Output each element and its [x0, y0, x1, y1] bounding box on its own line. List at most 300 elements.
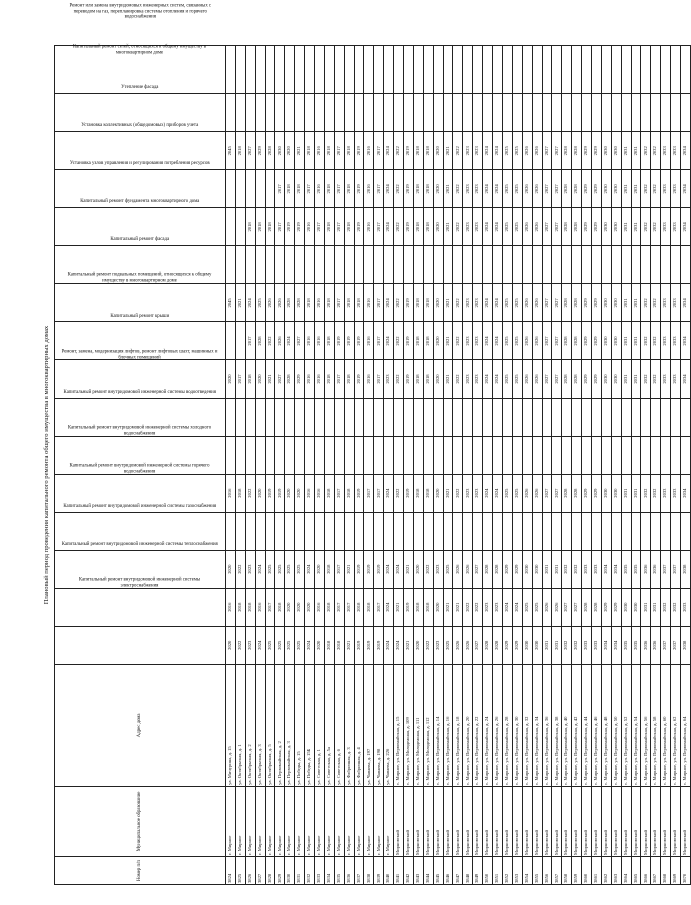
row-year-cell	[226, 94, 236, 132]
row-year-cell: 2031	[542, 626, 552, 664]
row-year-cell	[364, 436, 374, 474]
row-year-cell: 2028	[582, 588, 592, 626]
row-year-cell: 2026	[532, 322, 542, 360]
row-year-cell	[295, 246, 305, 284]
row-year-cell	[591, 94, 601, 132]
row-year-cell: 2029	[582, 322, 592, 360]
row-year-cell	[512, 46, 522, 94]
row-year-cell: 2023	[245, 626, 255, 664]
row-year-cell	[641, 46, 651, 94]
row-municipality: г. Мирное	[364, 786, 374, 856]
row-year-cell	[334, 398, 344, 436]
row-municipality: г. Мирное	[285, 786, 295, 856]
row-year-cell: 2029	[512, 550, 522, 588]
row-number: 3867	[651, 856, 661, 884]
row-year-cell	[532, 94, 542, 132]
row-year-cell: 2030	[601, 474, 611, 512]
header-col-16: Ремонт или замена внутридомовых инженерных систем, связанных с переводом на газ, перепланировка системы отопления и горячего водоснабжения	[55, 46, 226, 94]
row-year-cell: 2045	[226, 284, 236, 322]
row-year-cell: 2029	[582, 474, 592, 512]
row-year-cell	[493, 512, 503, 550]
row-year-cell	[226, 322, 236, 360]
row-year-cell	[433, 398, 443, 436]
row-year-cell	[562, 398, 572, 436]
row-year-cell	[522, 46, 532, 94]
row-municipality: Мирновский	[582, 786, 592, 856]
row-year-cell: 2021	[443, 588, 453, 626]
row-municipality: г. Мирное	[235, 786, 245, 856]
row-year-cell	[295, 94, 305, 132]
row-year-cell: 2029	[591, 132, 601, 170]
row-year-cell: 2030	[275, 132, 285, 170]
row-year-cell	[532, 512, 542, 550]
row-year-cell: 2031	[621, 170, 631, 208]
row-year-cell: 2023	[473, 322, 483, 360]
row-number: 3862	[601, 856, 611, 884]
row-year-cell: 2028	[572, 360, 582, 398]
row-year-cell: 2020	[433, 474, 443, 512]
row-year-cell: 2029	[591, 208, 601, 246]
row-year-cell	[423, 436, 433, 474]
row-year-cell: 2017	[374, 474, 384, 512]
row-year-cell	[463, 398, 473, 436]
row-year-cell: 2030	[621, 588, 631, 626]
row-address: ул. Первомайская, д. 2	[275, 664, 285, 786]
row-year-cell: 2018	[413, 132, 423, 170]
row-year-cell	[226, 436, 236, 474]
row-year-cell: 2032	[671, 588, 681, 626]
row-year-cell	[433, 246, 443, 284]
row-number: 3841	[394, 856, 404, 884]
row-year-cell: 2033	[582, 550, 592, 588]
row-year-cell: 2022	[394, 170, 404, 208]
row-year-cell	[651, 94, 661, 132]
row-year-cell	[453, 436, 463, 474]
row-year-cell	[493, 246, 503, 284]
row-year-cell	[295, 436, 305, 474]
row-municipality: г. Мирное	[324, 786, 334, 856]
row-year-cell: 2020	[433, 132, 443, 170]
table-row	[621, 46, 631, 885]
row-year-cell: 2016	[305, 322, 315, 360]
row-year-cell: 2024	[493, 170, 503, 208]
row-year-cell: 2020	[413, 626, 423, 664]
row-number: 3842	[404, 856, 414, 884]
row-address: ул. Фабричная, д. 4	[354, 664, 364, 786]
row-year-cell	[423, 46, 433, 94]
row-year-cell: 2018	[423, 170, 433, 208]
row-year-cell: 2018	[344, 132, 354, 170]
row-year-cell	[245, 436, 255, 474]
table-row	[384, 46, 394, 885]
row-year-cell	[483, 512, 493, 550]
row-year-cell	[591, 246, 601, 284]
row-year-cell: 2034	[601, 550, 611, 588]
row-address: с. Мирное, ул. Первомайская, д. 18	[453, 664, 463, 786]
row-year-cell	[532, 398, 542, 436]
table-row	[285, 46, 295, 885]
row-year-cell	[423, 94, 433, 132]
row-year-cell: 2018	[413, 474, 423, 512]
row-year-cell: 2028	[572, 322, 582, 360]
row-year-cell: 2025	[285, 626, 295, 664]
row-year-cell: 2018	[295, 170, 305, 208]
row-year-cell	[641, 94, 651, 132]
table-row	[661, 46, 671, 885]
row-number: 3861	[591, 856, 601, 884]
row-year-cell: 2019	[404, 360, 414, 398]
row-number: 3864	[621, 856, 631, 884]
row-year-cell: 2018	[354, 588, 364, 626]
row-address: с. Мирное, ул. Первомайская, д. 44	[582, 664, 592, 786]
table-row	[443, 46, 453, 885]
row-year-cell	[582, 246, 592, 284]
row-year-cell	[680, 46, 690, 94]
row-year-cell	[582, 46, 592, 94]
row-year-cell: 2019	[354, 360, 364, 398]
row-year-cell: 2024	[493, 208, 503, 246]
row-year-cell: 2028	[295, 284, 305, 322]
row-year-cell: 2019	[354, 474, 364, 512]
row-year-cell: 2032	[641, 322, 651, 360]
row-year-cell: 2028	[493, 626, 503, 664]
row-year-cell	[661, 46, 671, 94]
row-year-cell: 2032	[641, 208, 651, 246]
row-year-cell	[226, 246, 236, 284]
row-year-cell: 2018	[245, 360, 255, 398]
row-year-cell: 2019	[344, 322, 354, 360]
row-year-cell: 2025	[285, 550, 295, 588]
row-number: 3843	[413, 856, 423, 884]
row-year-cell	[295, 512, 305, 550]
row-municipality: г. Мирное	[384, 786, 394, 856]
row-year-cell	[364, 46, 374, 94]
row-year-cell	[413, 94, 423, 132]
row-year-cell: 2034	[611, 626, 621, 664]
row-year-cell: 2020	[315, 626, 325, 664]
row-year-cell	[433, 46, 443, 94]
row-year-cell: 2023	[433, 626, 443, 664]
row-year-cell	[413, 46, 423, 94]
row-year-cell: 2036	[641, 550, 651, 588]
row-number: 3865	[631, 856, 641, 884]
row-address: с. Мирное, ул. Первомайская, д. 20	[463, 664, 473, 786]
row-year-cell: 2018	[423, 208, 433, 246]
row-year-cell	[265, 46, 275, 94]
row-year-cell: 2020	[255, 360, 265, 398]
row-year-cell	[473, 436, 483, 474]
row-number: 3852	[502, 856, 512, 884]
row-year-cell: 2022	[453, 284, 463, 322]
row-year-cell	[562, 46, 572, 94]
row-year-cell: 2017	[374, 322, 384, 360]
row-year-cell: 2022	[453, 132, 463, 170]
row-year-cell	[522, 246, 532, 284]
row-year-cell: 2024	[493, 284, 503, 322]
row-year-cell	[245, 46, 255, 94]
row-year-cell	[532, 46, 542, 94]
row-year-cell	[512, 436, 522, 474]
row-year-cell	[473, 512, 483, 550]
row-year-cell	[265, 246, 275, 284]
row-year-cell	[661, 398, 671, 436]
row-year-cell: 2019	[404, 132, 414, 170]
row-year-cell	[324, 398, 334, 436]
row-year-cell	[601, 246, 611, 284]
row-year-cell	[582, 398, 592, 436]
row-year-cell: 2019	[374, 626, 384, 664]
row-year-cell: 2022	[394, 284, 404, 322]
row-year-cell	[463, 246, 473, 284]
table-row	[265, 46, 275, 885]
row-number: 3840	[384, 856, 394, 884]
row-year-cell	[502, 512, 512, 550]
row-year-cell: 2026	[275, 322, 285, 360]
row-year-cell: 2033	[671, 170, 681, 208]
row-year-cell: 2034	[680, 284, 690, 322]
row-address: с. Мирное, ул. Первомайская, д. 54	[631, 664, 641, 786]
row-year-cell: 2026	[522, 132, 532, 170]
row-year-cell	[275, 436, 285, 474]
row-year-cell: 2029	[611, 588, 621, 626]
row-municipality: Мирновский	[651, 786, 661, 856]
row-year-cell: 2017	[334, 170, 344, 208]
row-number: 3859	[572, 856, 582, 884]
row-year-cell: 2022	[394, 474, 404, 512]
row-year-cell	[315, 398, 325, 436]
row-number: 3855	[532, 856, 542, 884]
row-year-cell	[621, 512, 631, 550]
row-year-cell: 2024	[483, 360, 493, 398]
row-year-cell: 2020	[433, 284, 443, 322]
row-year-cell: 2027	[552, 132, 562, 170]
row-year-cell: 2025	[502, 132, 512, 170]
row-year-cell: 2025	[443, 626, 453, 664]
row-year-cell	[473, 246, 483, 284]
header-col-6: Капитальный ремонт внутридомовой инженерной системы водоотведения	[55, 436, 226, 474]
row-year-cell	[671, 512, 681, 550]
row-year-cell: 2018	[344, 170, 354, 208]
row-year-cell: 2019	[354, 626, 364, 664]
row-municipality: Мирновский	[413, 786, 423, 856]
row-year-cell	[374, 436, 384, 474]
row-year-cell	[542, 246, 552, 284]
row-year-cell	[572, 436, 582, 474]
row-year-cell	[285, 436, 295, 474]
row-year-cell: 2018	[235, 588, 245, 626]
row-year-cell	[473, 46, 483, 94]
row-year-cell: 2026	[522, 474, 532, 512]
row-address: с. Мирное, ул. Первомайская, д. 56	[641, 664, 651, 786]
row-year-cell: 2026	[552, 588, 562, 626]
row-year-cell	[374, 246, 384, 284]
row-year-cell	[354, 94, 364, 132]
row-year-cell: 2018	[324, 474, 334, 512]
row-year-cell	[651, 46, 661, 94]
row-address: с. Мирное, ул. Первомайская, д. 58	[651, 664, 661, 786]
row-number: 3825	[235, 856, 245, 884]
row-year-cell: 2028	[255, 322, 265, 360]
row-year-cell: 2025	[502, 360, 512, 398]
row-year-cell	[245, 170, 255, 208]
row-year-cell	[226, 208, 236, 246]
row-year-cell: 2027	[562, 588, 572, 626]
row-year-cell: 2026	[522, 360, 532, 398]
row-year-cell: 2019	[404, 284, 414, 322]
table-row	[542, 46, 552, 885]
row-address: ул. Советская, д. 5а	[324, 664, 334, 786]
row-year-cell: 2017	[374, 132, 384, 170]
row-year-cell	[374, 398, 384, 436]
row-address: ул. Мичурина, д. 15	[226, 664, 236, 786]
row-year-cell: 2031	[651, 588, 661, 626]
row-year-cell: 2020	[226, 550, 236, 588]
row-year-cell	[661, 94, 671, 132]
row-year-cell: 2029	[591, 284, 601, 322]
row-year-cell: 2024	[493, 474, 503, 512]
row-year-cell: 2025	[295, 626, 305, 664]
table-row	[226, 46, 236, 885]
header-col-11: Капитальный ремонт фундамента многоквартирного дома	[55, 246, 226, 284]
row-year-cell: 2024	[394, 550, 404, 588]
row-year-cell: 2033	[671, 208, 681, 246]
row-municipality: г. Мирное	[334, 786, 344, 856]
row-year-cell	[255, 246, 265, 284]
row-year-cell	[651, 436, 661, 474]
row-year-cell: 2023	[473, 132, 483, 170]
row-address: с. Мирное, ул. Первомайская, д. 28	[502, 664, 512, 786]
row-address: ул. Чапаева, д. 198	[374, 664, 384, 786]
row-year-cell	[344, 46, 354, 94]
row-year-cell	[572, 246, 582, 284]
row-year-cell: 2029	[582, 284, 592, 322]
row-year-cell	[671, 398, 681, 436]
row-address: с. Мирное, ул. Первомайская, д. 38	[552, 664, 562, 786]
row-year-cell: 2032	[641, 474, 651, 512]
row-year-cell: 2031	[621, 474, 631, 512]
row-year-cell	[344, 512, 354, 550]
row-year-cell	[532, 436, 542, 474]
row-year-cell: 2025	[295, 550, 305, 588]
row-year-cell: 2023	[473, 208, 483, 246]
row-year-cell	[404, 436, 414, 474]
row-year-cell: 2027	[552, 474, 562, 512]
row-year-cell: 2023	[473, 474, 483, 512]
row-year-cell	[354, 246, 364, 284]
row-address: с. Мирное, ул. Первомайская, д. 16	[443, 664, 453, 786]
row-municipality: Мирновский	[591, 786, 601, 856]
row-year-cell: 2032	[651, 208, 661, 246]
row-year-cell: 2026	[265, 284, 275, 322]
header-no: Номер п/п	[55, 856, 226, 884]
row-municipality: Мирновский	[443, 786, 453, 856]
row-year-cell	[404, 46, 414, 94]
row-number: 3860	[582, 856, 592, 884]
row-year-cell: 2018	[265, 208, 275, 246]
row-year-cell	[265, 436, 275, 474]
row-year-cell	[433, 94, 443, 132]
row-year-cell: 2017	[334, 474, 344, 512]
row-address: ул. Советская, д. 1	[315, 664, 325, 786]
row-year-cell	[394, 246, 404, 284]
row-year-cell	[542, 46, 552, 94]
row-year-cell	[512, 94, 522, 132]
header-col-13: Установка коллективных (общедомовых) приборов учета	[55, 170, 226, 208]
row-year-cell: 2032	[651, 322, 661, 360]
row-year-cell	[651, 246, 661, 284]
row-address: с. Мирное, ул. Молодежная, д. 111	[413, 664, 423, 786]
row-year-cell	[552, 94, 562, 132]
row-year-cell: 2027	[542, 284, 552, 322]
row-year-cell: 2020	[305, 588, 315, 626]
row-address: с. Мирное, ул. Первомайская, д. 30	[512, 664, 522, 786]
row-year-cell	[522, 94, 532, 132]
row-year-cell: 2030	[601, 284, 611, 322]
row-year-cell	[532, 246, 542, 284]
row-municipality: г. Мирное	[265, 786, 275, 856]
row-year-cell	[364, 512, 374, 550]
row-number: 3834	[324, 856, 334, 884]
row-year-cell	[235, 398, 245, 436]
row-year-cell	[552, 246, 562, 284]
row-year-cell: 2020	[315, 550, 325, 588]
row-year-cell: 2021	[443, 132, 453, 170]
row-year-cell	[621, 436, 631, 474]
row-year-cell	[265, 170, 275, 208]
row-year-cell: 2025	[512, 474, 522, 512]
row-year-cell	[413, 512, 423, 550]
row-address: с. Мирное, ул. Молодежная, д. 109	[404, 664, 414, 786]
row-year-cell: 2027	[572, 588, 582, 626]
row-number: 3850	[483, 856, 493, 884]
header-col-10: Капитальный ремонт фасада	[55, 284, 226, 322]
row-year-cell	[582, 512, 592, 550]
row-year-cell: 2028	[483, 626, 493, 664]
row-year-cell	[404, 94, 414, 132]
row-year-cell: 2020	[433, 208, 443, 246]
row-year-cell	[235, 246, 245, 284]
row-year-cell	[572, 512, 582, 550]
row-year-cell	[305, 46, 315, 94]
row-year-cell	[285, 398, 295, 436]
row-year-cell: 2020	[285, 474, 295, 512]
row-year-cell: 2034	[680, 132, 690, 170]
row-year-cell: 2027	[542, 208, 552, 246]
row-year-cell: 2024	[483, 132, 493, 170]
row-year-cell: 2033	[671, 132, 681, 170]
row-municipality: Мирновский	[512, 786, 522, 856]
table-row	[522, 46, 532, 885]
row-year-cell	[295, 46, 305, 94]
row-year-cell: 2032	[661, 588, 671, 626]
row-year-cell	[334, 246, 344, 284]
row-year-cell: 2029	[582, 208, 592, 246]
row-year-cell	[324, 94, 334, 132]
row-year-cell	[601, 512, 611, 550]
row-year-cell: 2029	[591, 170, 601, 208]
row-year-cell	[255, 398, 265, 436]
row-year-cell: 2018	[413, 588, 423, 626]
row-year-cell: 2025	[512, 322, 522, 360]
row-year-cell: 2023	[463, 170, 473, 208]
row-year-cell: 2034	[601, 626, 611, 664]
row-municipality: Мирновский	[433, 786, 443, 856]
row-year-cell: 2016	[315, 170, 325, 208]
row-year-cell: 2025	[502, 284, 512, 322]
row-year-cell: 2029	[591, 322, 601, 360]
row-year-cell: 2018	[334, 626, 344, 664]
row-year-cell: 2017	[235, 360, 245, 398]
